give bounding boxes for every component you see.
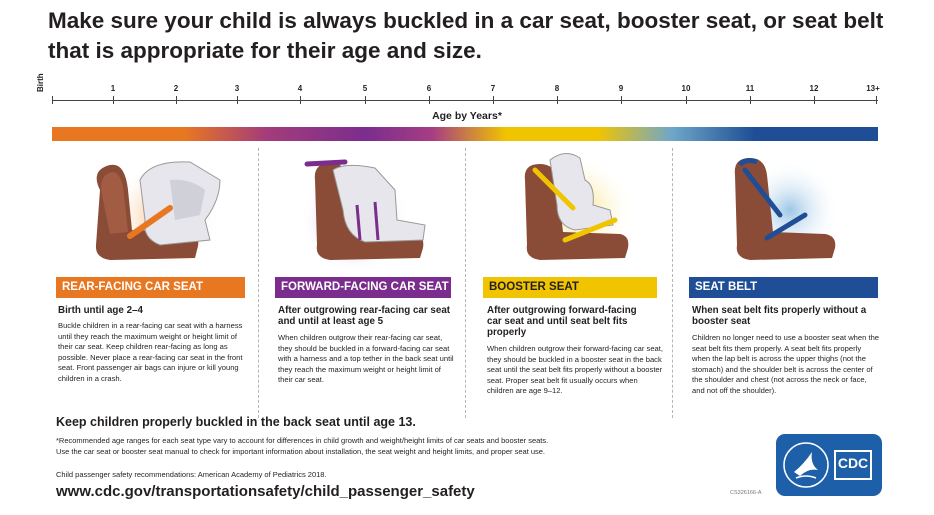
axis-tick-label: 5 [362, 84, 368, 93]
booster-seat-illustration [495, 150, 665, 268]
rear-facing-seat-illustration [70, 150, 240, 268]
source-note: Child passenger safety recommendations: American Academy of Pediatrics 2018. [56, 470, 327, 479]
forward-facing-seat-illustration [285, 150, 455, 268]
axis-tick [365, 96, 366, 104]
age-gradient-bar [52, 127, 878, 141]
age-axis [0, 80, 934, 110]
seat-belt-subtitle: When seat belt fits properly without a booster seat [692, 305, 867, 327]
rear-facing-subtitle: Birth until age 2–4 [58, 305, 143, 316]
axis-tick [750, 96, 751, 104]
forward-facing-subtitle: After outgrowing rear-facing car seat and until at least age 5 [278, 305, 451, 327]
forward-facing-label: FORWARD-FACING CAR SEAT [275, 277, 451, 298]
axis-tick-birth [52, 96, 53, 104]
footnote-line: Use the car seat or booster seat manual to check for important information about installation, the seat weight and height limits, and proper seat use. [56, 447, 546, 456]
footnote-line: *Recommended age ranges for each seat type vary to account for differences in child growth and weight/height limits of car seats and booster seats. [56, 436, 549, 445]
cdc-logo-text: CDC [837, 455, 869, 471]
back-seat-note: Keep children properly buckled in the back seat until age 13. [56, 415, 416, 429]
axis-birth-label: Birth [36, 73, 45, 92]
axis-tick [557, 96, 558, 104]
rear-facing-label: REAR-FACING CAR SEAT [56, 277, 245, 298]
forward-facing-description: When children outgrow their rear-facing car seat, they should be buckled in a forward-facing car seat with a harness and a top tether in the back seat until they reach the maximum weight or height limit of their car seat. [278, 333, 454, 384]
seat-belt-label: SEAT BELT [689, 277, 878, 298]
column-divider [258, 148, 259, 418]
column-divider [465, 148, 466, 418]
axis-tick [176, 96, 177, 104]
page-title: Make sure your child is always buckled in a car seat, booster seat, or seat belt that is appropriate for their age and size. [48, 8, 884, 63]
footnote [56, 435, 706, 457]
axis-tick [493, 96, 494, 104]
booster-seat-label: BOOSTER SEAT [483, 277, 657, 298]
axis-tick [814, 96, 815, 104]
axis-tick [300, 96, 301, 104]
axis-tick-label: 8 [554, 84, 560, 93]
axis-tick-label: 1 [110, 84, 116, 93]
axis-tick-label: 13+ [866, 84, 880, 93]
seat-belt-illustration [705, 150, 875, 268]
document-code: CS326166-A [730, 490, 762, 496]
axis-tick-label: 3 [234, 84, 240, 93]
axis-tick [686, 96, 687, 104]
axis-tick-label: 9 [618, 84, 624, 93]
axis-tick-label: 11 [745, 84, 755, 93]
cdc-logo [776, 434, 882, 496]
axis-tick-label: 12 [809, 84, 819, 93]
axis-tick [876, 96, 877, 104]
column-divider [672, 148, 673, 418]
booster-seat-subtitle: After outgrowing forward-facing car seat and until seat belt fits properly [487, 305, 637, 338]
rear-facing-description: Buckle children in a rear-facing car seat with a harness until they reach the maximum weight or height limit of their car seat. Keep children rear-facing as long as possible. Never place a rear-facing car seat in the front seat. Front passenger air bags can injure or kill young children in a crash. [58, 321, 243, 383]
booster-seat-description: When children outgrow their forward-facing car seat, they should be buckled in a booster seat in the back seat until the seat belt fits properly without a booster seat. Proper seat belt fit usually occurs when children are age 9–12. [487, 344, 664, 395]
axis-tick [237, 96, 238, 104]
seat-belt-description: Children no longer need to use a booster seat when the seat belt fits them properly. A seat belt fits properly when the lap belt is across the upper thighs (not the stomach) and the shoulder belt is across the center of the shoulder and chest (not across the neck or face, and not off the shoulder). [692, 333, 880, 395]
axis-tick [621, 96, 622, 104]
axis-tick [429, 96, 430, 104]
axis-title: Age by Years* [432, 110, 502, 122]
axis-tick-label: 6 [426, 84, 432, 93]
axis-tick-label: 10 [681, 84, 691, 93]
axis-tick-label: 2 [173, 84, 179, 93]
axis-tick [113, 96, 114, 104]
cdc-url: www.cdc.gov/transportationsafety/child_passenger_safety [56, 483, 475, 500]
axis-tick-label: 4 [297, 84, 303, 93]
axis-tick-label: 7 [490, 84, 496, 93]
